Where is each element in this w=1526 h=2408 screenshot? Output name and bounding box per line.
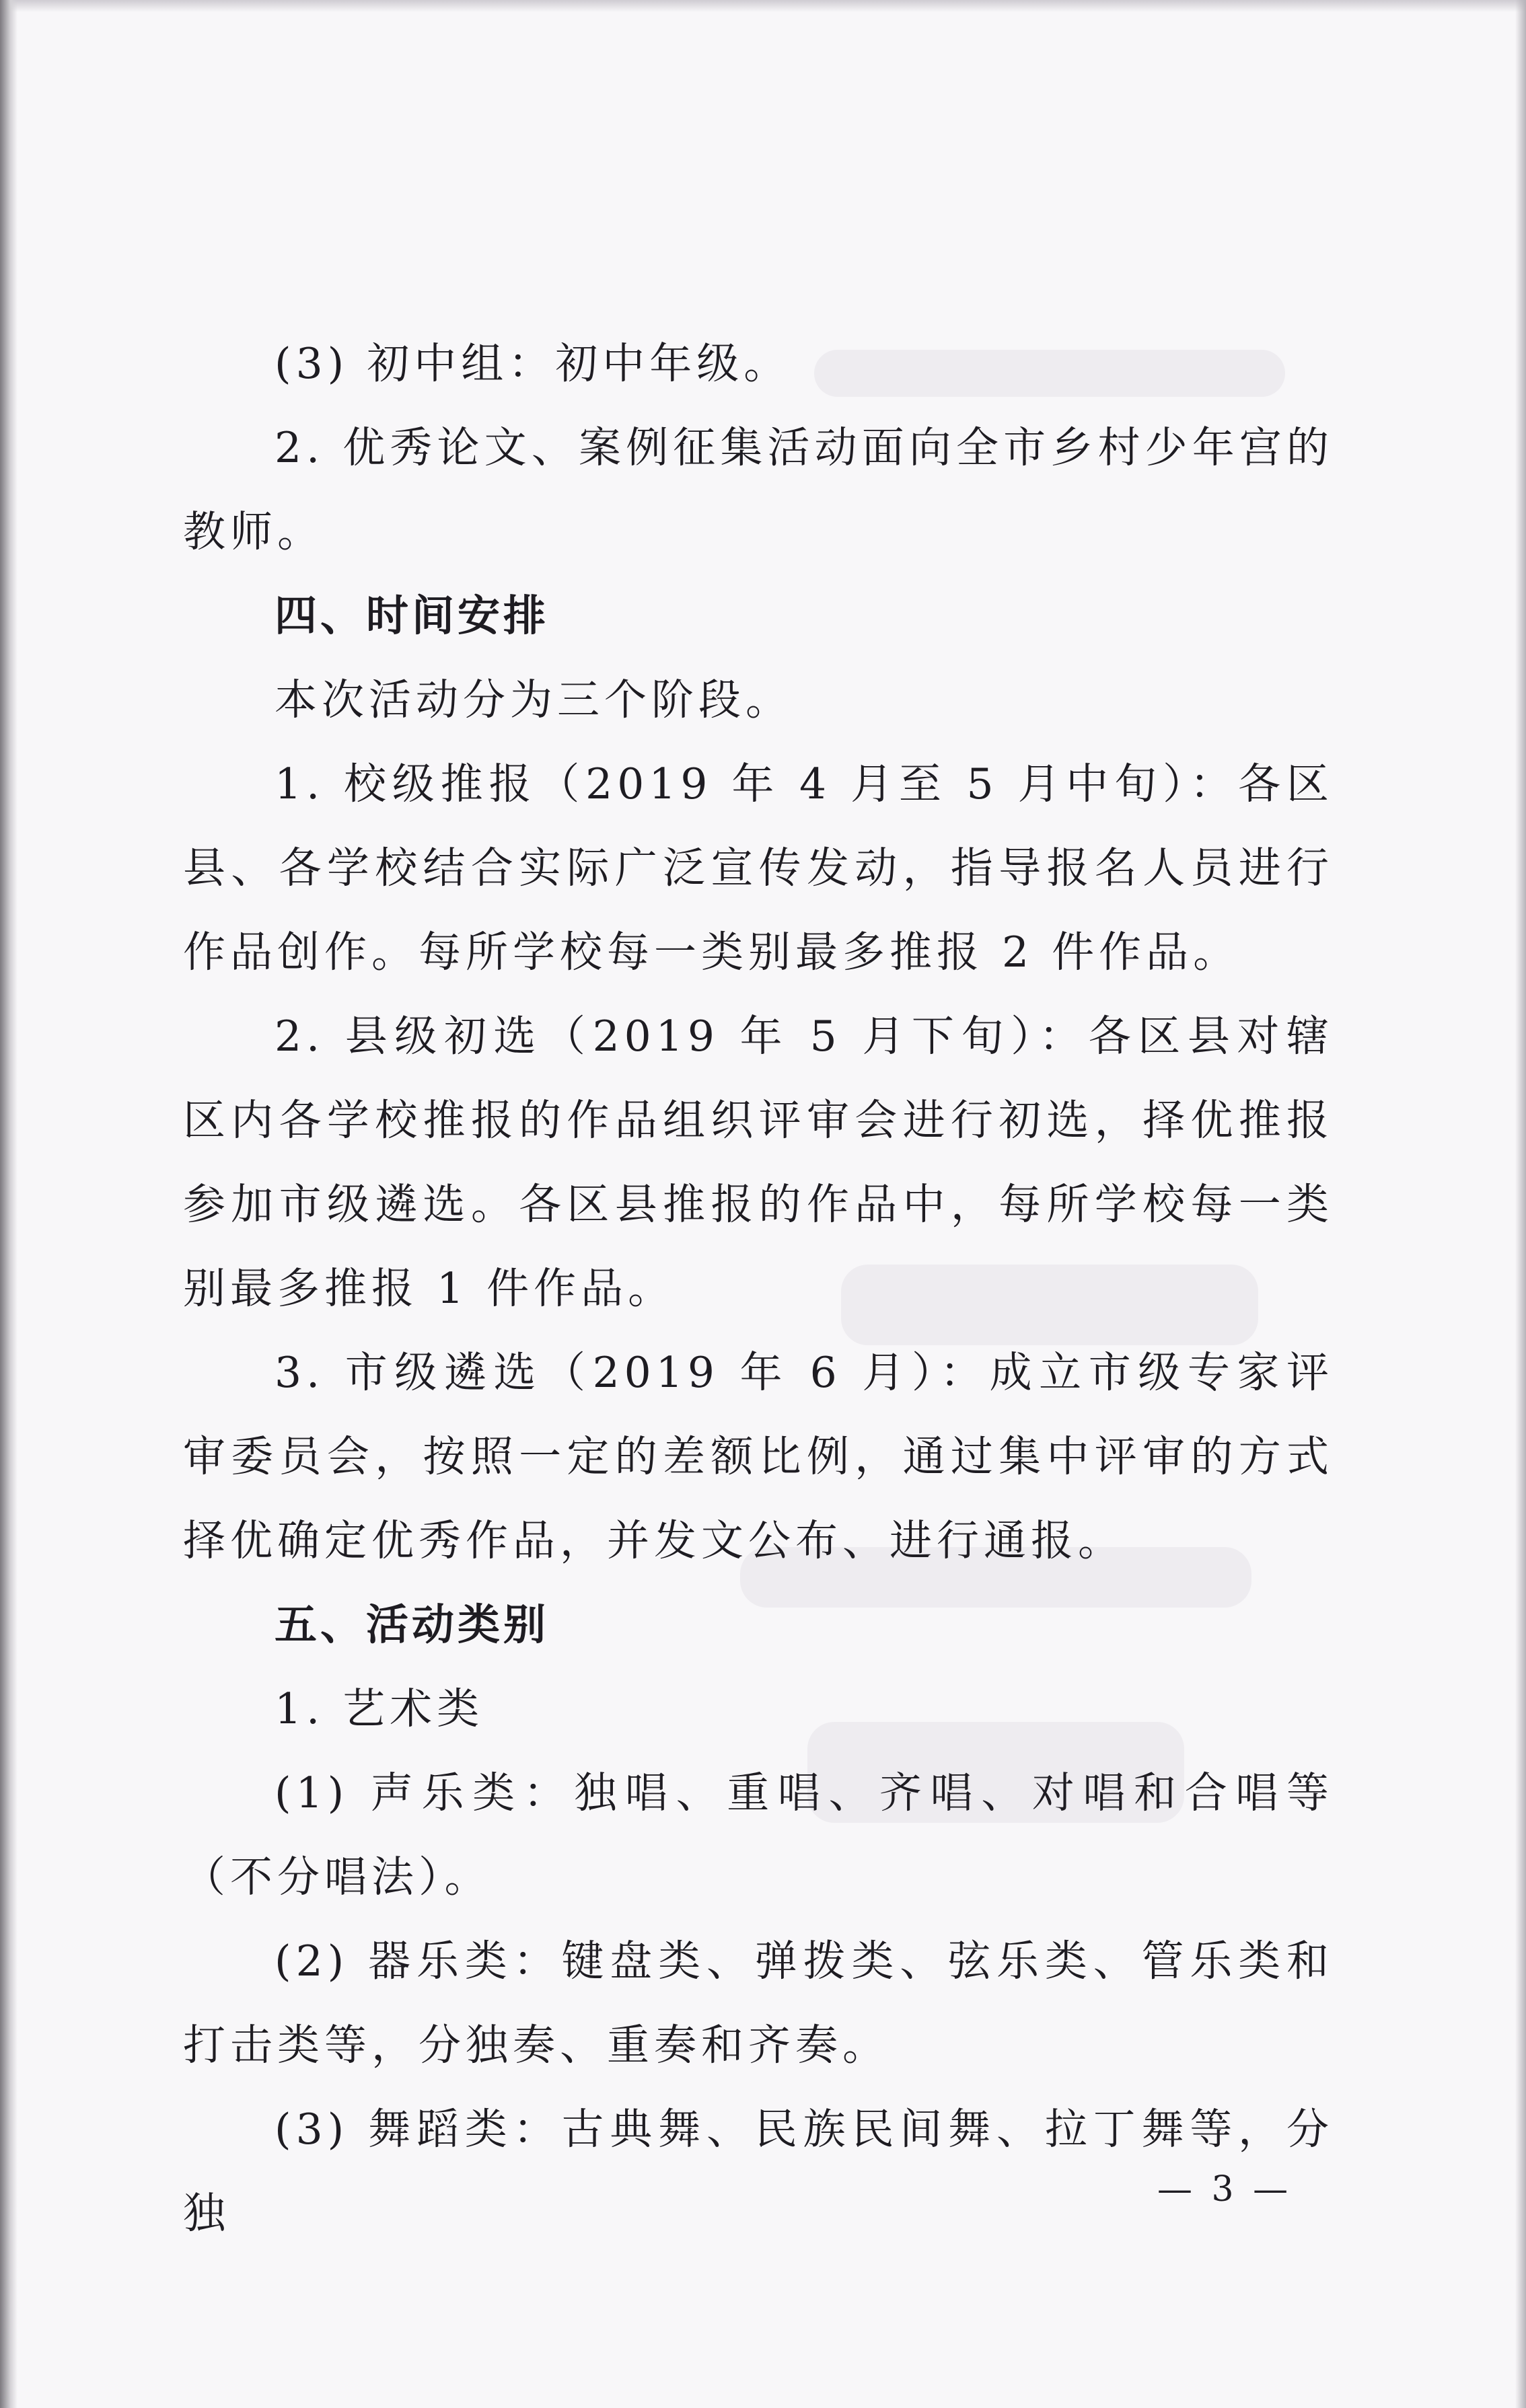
paragraph-instrumental-music: (2) 器乐类：键盘类、弹拨类、弦乐类、管乐类和打击类等，分独奏、重奏和齐奏。: [183, 1936, 1334, 2070]
paragraph-vocal-music: (1) 声乐类：独唱、重唱、齐唱、对唱和合唱等（不分唱法）。: [183, 1768, 1334, 1902]
paragraph-dance: (3) 舞蹈类：古典舞、民族民间舞、拉丁舞等，分独: [183, 2105, 1334, 2238]
top-edge-shadow: [0, 0, 1526, 12]
paragraph-county-stage: 2. 县级初选（2019 年 5 月下旬）：各区县对辖区内各学校推报的作品组织评审会进行初选，择优推报参加市级遴选。各区县推报的作品中，每所学校每一类别最多推报 1 件作品。: [183, 1012, 1334, 1313]
section-heading-schedule: 四、时间安排: [275, 591, 549, 640]
page-number: — 3 —: [1157, 2169, 1293, 2210]
paragraph-three-stages: 本次活动分为三个阶段。: [275, 675, 793, 724]
section-heading-categories: 五、活动类别: [275, 1600, 549, 1649]
paragraph-junior-group: (3) 初中组：初中年级。: [275, 339, 791, 388]
right-edge-shadow: [1515, 0, 1526, 2408]
document-body: [183, 322, 1334, 2255]
paragraph-school-stage: 1. 校级推报（2019 年 4 月至 5 月中旬）：各区县、各学校结合实际广泛宣传发动，指导报名人员进行作品创作。每所学校每一类别最多推报 2 件作品。: [183, 759, 1334, 977]
paragraph-art-category: 1. 艺术类: [275, 1684, 484, 1733]
paragraph-essay-collection: 2. 优秀论文、案例征集活动面向全市乡村少年宫的教师。: [183, 423, 1334, 556]
paragraph-city-stage: 3. 市级遴选（2019 年 6 月）：成立市级专家评审委员会，按照一定的差额比例，通过集中评审的方式择优确定优秀作品，并发文公布、进行通报。: [183, 1348, 1334, 1565]
left-edge-shadow: [0, 0, 17, 2408]
